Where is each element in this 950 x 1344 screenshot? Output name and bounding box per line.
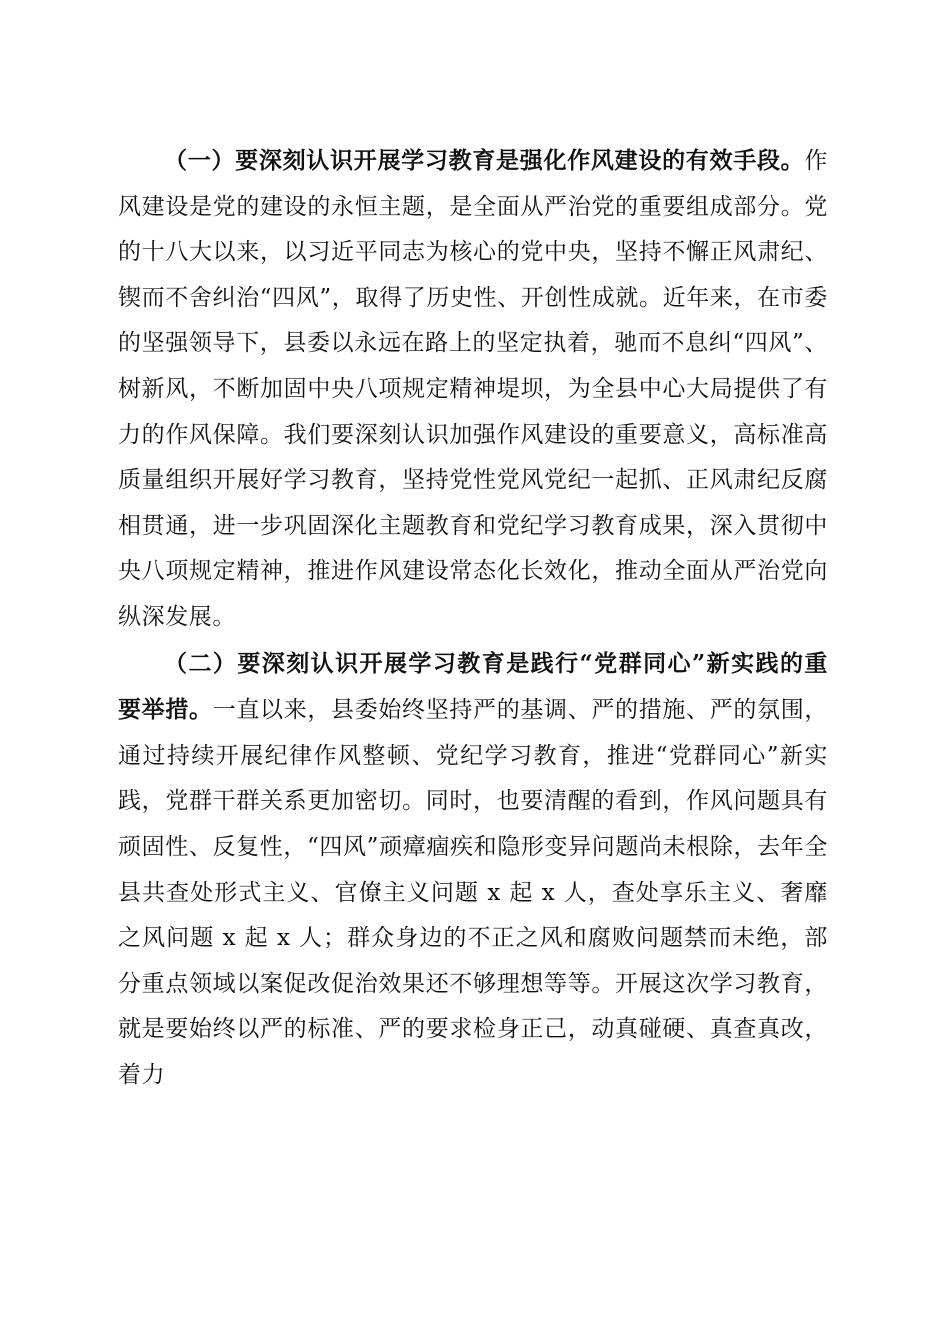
paragraph-1 <box>118 138 828 641</box>
document-body <box>118 138 828 1098</box>
paragraph-2 <box>118 641 828 1099</box>
paragraph-2-body: 一直以来，县委始终坚持严的基调、严的措施、严的氛围，通过持续开展纪律作风整顿、党纪学习教育，推进“党群同心”新实践，党群干群关系更加密切。同时，也要清醒的看到，作风问题具有顽固性、反复性，“四风”顽瘴痼疾和隐形变异问题尚未根除，去年全县共查处形式主义、官僚主义问题 x 起 x 人，查处享乐主义、奢靡之风问题 x 起 x 人；群众身边的不正之风和腐败问题禁而未绝，部分重点领域以案促改促治效果还不够理想等等。开展这次学习教育，就是要始终以严的标准、严的要求检身正己，动真碰硬、真查真改，着力 <box>118 697 828 1088</box>
paragraph-1-heading: （一）要深刻认识开展学习教育是强化作风建设的有效手段。 <box>164 147 805 174</box>
paragraph-2-heading: （二）要深刻认识开展学习教育是践行“党群同心”新实践的重要举措。 <box>118 649 828 724</box>
paragraph-1-body: 作风建设是党的建设的永恒主题，是全面从严治党的重要组成部分。党的十八大以来，以习近平同志为核心的党中央，坚持不懈正风肃纪、锲而不舍纠治“四风”，取得了历史性、开创性成就。近年来，在市委的坚强领导下，县委以永远在路上的坚定执着，驰而不息纠“四风”、树新风，不断加固中央八项规定精神堤坝，为全县中心大局提供了有力的作风保障。我们要深刻认识加强作风建设的重要意义，高标准高质量组织开展好学习教育，坚持党性党风党纪一起抓、正风肃纪反腐相贯通，进一步巩固深化主题教育和党纪学习教育成果，深入贯彻中央八项规定精神，推进作风建设常态化长效化，推动全面从严治党向纵深发展。 <box>118 148 828 630</box>
